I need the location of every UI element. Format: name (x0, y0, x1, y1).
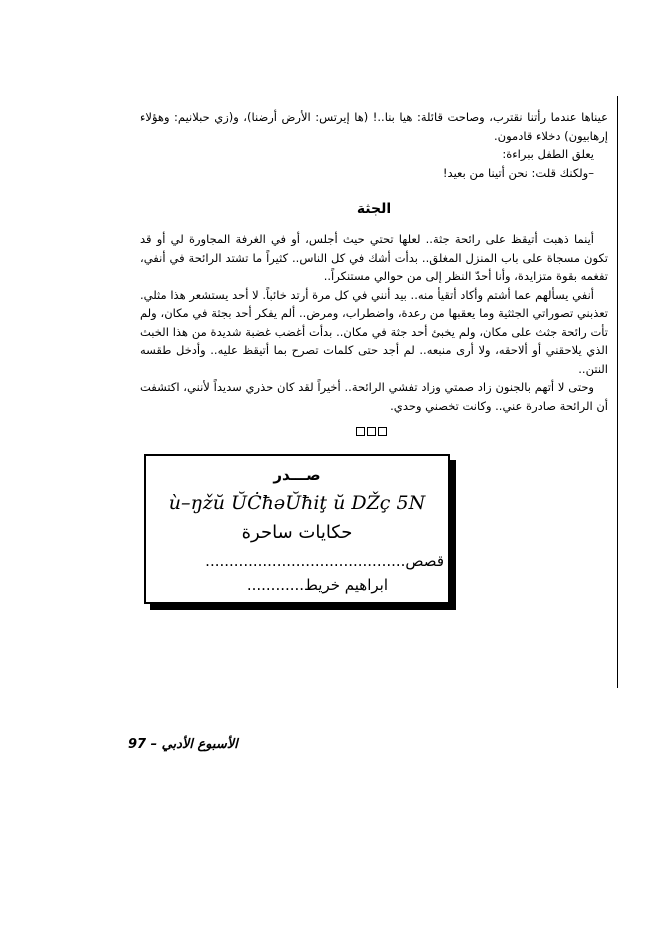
announcement-title: صـــدر (273, 466, 321, 484)
story-paragraph-2: أنفي يسألهم عما أشتم وأكاد أتقيأ منه.. بيد أنني في كل مرة أرتد خائباً. لا أحد يستشعر هذا مثلي. تعذبني تصوراتي الجثثية وما يعقبها من رعدة، واضطراب، ومرض.. ألم يفكر أحد بجثة في مكان، ولم تأت رائحة جثث على مكان، ولم يخبئ أحد جثة في مكان.. بدأت أغضب غضبة شديدة من هذا الخبث الذي يلاحقني أو ألاحقه، ولا أرى منبعه.. لم أجد حتى كلمات تصرح بما أتيقظ عليه.. وأدخل طقسه النتن.. (140, 287, 608, 376)
section-separator (356, 427, 387, 436)
page-footer: الأسبوع الأدبي – 97 (128, 737, 238, 752)
genre-line: قصص.......................................... (205, 552, 444, 570)
separator-square (356, 427, 365, 436)
story-title: الجثة (356, 201, 392, 217)
story-body (140, 230, 608, 415)
announcement-box (144, 454, 450, 604)
intro-line-1: عيناها عندما رأتنا نقترب، وصاحت قائلة: هيا بنا..! (ها إيرتس: الأرض أرضنا)، و(زي حبلانيم: وهؤلاء إرهابيون) دخلاء قادمون. (140, 110, 608, 143)
separator-square (367, 427, 376, 436)
author-line: ابراهيم خريط............ (246, 576, 388, 594)
margin-rule (617, 96, 618, 688)
book-title: حكايات ساحرة (241, 522, 353, 543)
separator-square (378, 427, 387, 436)
intro-line-2: يعلق الطفل ببراءة: (502, 147, 594, 161)
announcement-garbled-text: ù–ŋžŭ ŬĊħəŬħiţ ŭ DŽç 5N (168, 492, 426, 514)
intro-line-3: –ولكنك قلت: نحن أتينا من بعيد! (442, 165, 594, 180)
story-paragraph-3: وحتى لا أتهم بالجنون زاد صمتي وزاد تفشي الرائحة.. أخيراً لقد كان حذري سديداً لأنني، اكتشفت أن الرائحة صادرة عني.. وكانت تخصني وحدي. (140, 380, 608, 413)
story-paragraph-1: أينما ذهبت أتيقظ على رائحة جثة.. لعلها تحتي حيث أجلس، أو في الغرفة المجاورة لي أو قد تكون مسجاة على باب المنزل المغلق.. بدأت أشك في كل الناس.. كثيراً ما تشتد الرائحة في أنفي، تفغمه بقوة متزايدة، وأنا أحدّ النظر إلى من حوالي مستنكراً.. (140, 232, 608, 283)
intro-text (140, 108, 608, 182)
